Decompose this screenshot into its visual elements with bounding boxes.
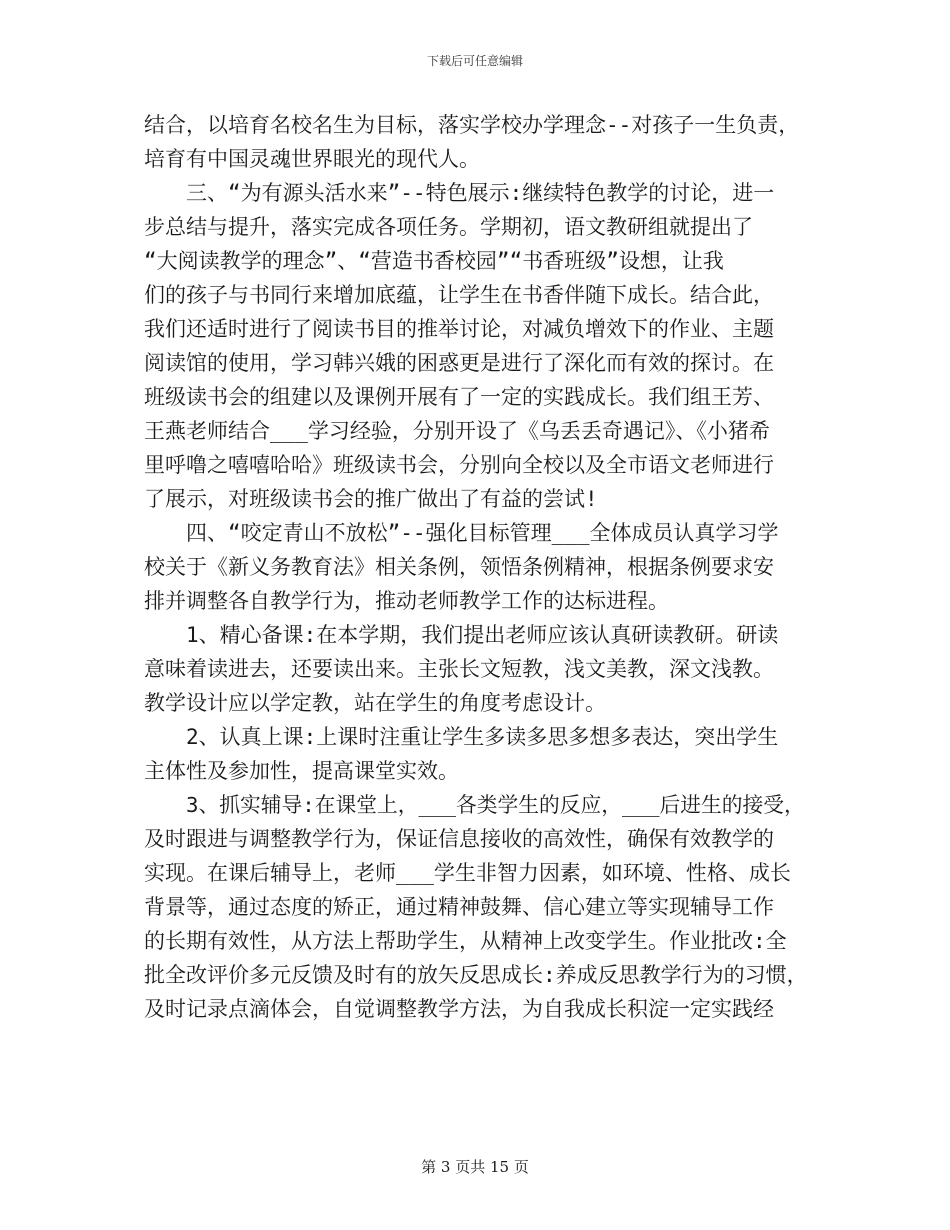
- body-line: 1、精心备课:在本学期，我们提出老师应该认真研读教研。研读: [186, 623, 779, 647]
- body-line: 四、“咬定青山不放松”--强化目标管理___全体成员认真学习学: [186, 521, 779, 545]
- document-body: [144, 108, 809, 1026]
- body-line: 步总结与提升，落实完成各项任务。学期初，语文教研组就提出了: [144, 215, 753, 239]
- page-footer: 第 3 页共 15 页: [421, 1158, 529, 1176]
- body-line: 批全改评价多元反馈及时有的放矢反思成长:养成反思教学行为的习惯，: [144, 963, 808, 987]
- body-line: 了展示，对班级读书会的推广做出了有益的尝试!: [144, 487, 598, 511]
- body-line: 主体性及参加性，提高课堂实效。: [144, 759, 459, 783]
- body-line: 的长期有效性，从方法上帮助学生，从精神上改变学生。作业批改:全: [144, 929, 787, 953]
- body-line: 实现。在课后辅导上，老师___学生非智力因素，如环境、性格、成长: [144, 861, 791, 885]
- body-line: 及时跟进与调整教学行为，保证信息接收的高效性，确保有效教学的: [144, 827, 774, 851]
- body-line: “大阅读教学的理念”、“营造书香校园”“书香班级”设想，让我: [144, 249, 724, 273]
- body-line: 意味着读进去，还要读出来。主张长文短教，浅文美教，深文浅教。: [144, 657, 774, 681]
- body-line: 教学设计应以学定教，站在学生的角度考虑设计。: [144, 691, 606, 715]
- page-header: 下载后可任意编辑: [426, 54, 523, 68]
- body-line: 三、“为有源头活水来”--特色展示:继续特色教学的讨论，进一: [186, 181, 775, 205]
- body-line: 培育有中国灵魂世界眼光的现代人。: [144, 147, 480, 171]
- body-line: 校关于《新义务教育法》相关条例，领悟条例精神，根据条例要求安: [144, 555, 774, 579]
- body-line: 里呼噜之嘻嘻哈哈》班级读书会，分别向全校以及全市语文老师进行: [144, 453, 774, 477]
- body-line: 背景等，通过态度的矫正，通过精神鼓舞、信心建立等实现辅导工作: [144, 895, 774, 919]
- body-line: 班级读书会的组建以及课例开展有了一定的实践成长。我们组王芳、: [144, 385, 774, 409]
- body-line: 王燕老师结合___学习经验，分别开设了《乌丢丢奇遇记》、《小猪希: [144, 419, 770, 443]
- body-line: 2、认真上课:上课时注重让学生多读多思多想多表达，突出学生: [186, 725, 779, 749]
- body-line: 结合，以培育名校名生为目标，落实学校办学理念--对孩子一生负责，: [144, 113, 800, 137]
- body-line: 阅读馆的使用，学习韩兴娥的困惑更是进行了深化而有效的探讨。在: [144, 351, 774, 375]
- body-line: 及时记录点滴体会，自觉调整教学方法，为自我成长积淀一定实践经: [144, 997, 774, 1021]
- body-line: 我们还适时进行了阅读书目的推举讨论，对减负增效下的作业、主题: [144, 317, 774, 341]
- body-line: 排并调整各自教学行为，推动老师教学工作的达标进程。: [144, 589, 669, 613]
- body-line: 3、抓实辅导:在课堂上，___各类学生的反应，___后进生的接受，: [186, 793, 805, 817]
- body-line: 们的孩子与书同行来增加底蕴，让学生在书香伴随下成长。结合此，: [144, 283, 774, 307]
